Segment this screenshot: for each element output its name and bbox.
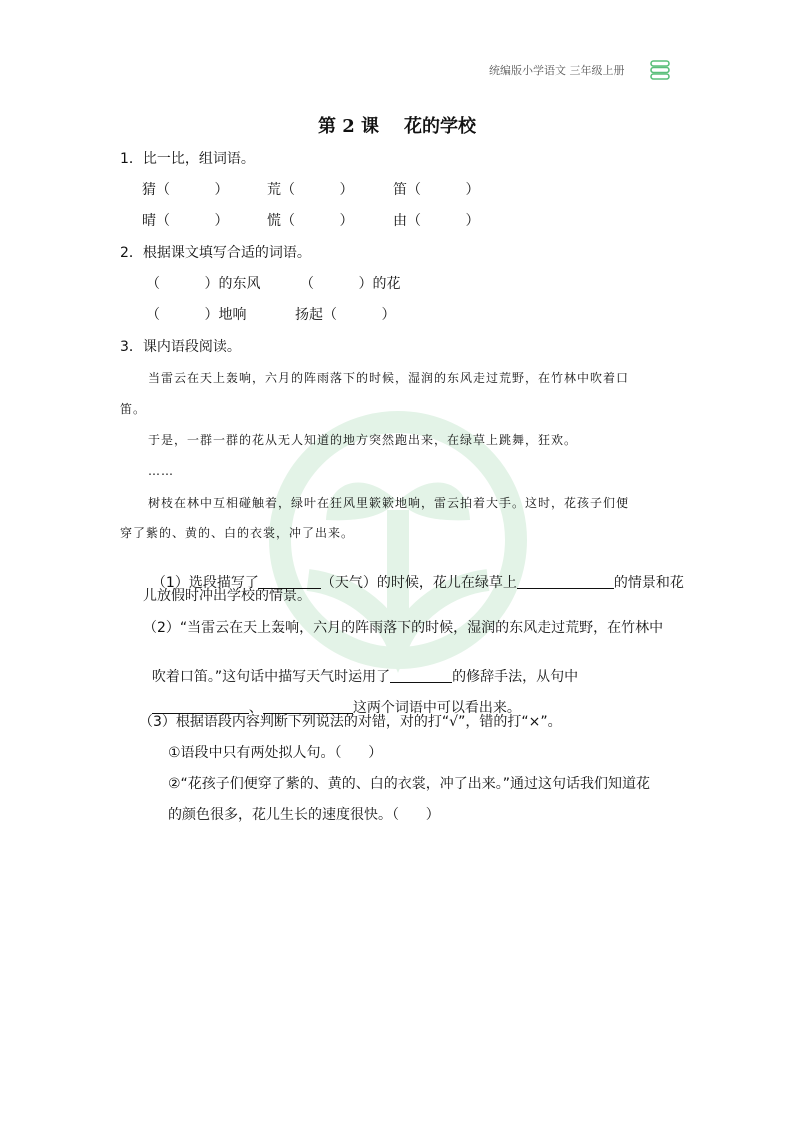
q1-item-you: 由（ ） (393, 213, 480, 229)
q1-item-huang2: 慌（ ） (267, 213, 354, 229)
sq3-text: （3）根据语段内容判断下列说法的对错，对的打“√”，错的打“×”。 (139, 714, 562, 730)
sq1-text: （天气）的时候，花儿在绿草上 (320, 575, 517, 591)
passage-line: 于是，一群一群的花从无人知道的地方突然跑出来，在绿草上跳舞，狂欢。 (148, 433, 578, 447)
q2-item-dixiang: （ ）地响 (146, 307, 247, 323)
q2-item-hua: （ ）的花 (300, 276, 401, 292)
page-title: 第 2 课 花的学校 (317, 116, 477, 137)
q1-heading: 1．比一比，组词语。 (120, 151, 255, 167)
answer-blank[interactable] (517, 574, 614, 589)
sq2-text: 这两个词语中可以看出来。 (352, 700, 521, 716)
sq2-text: 吹着口笛。”这句话中描写天气时运用了 (151, 669, 391, 685)
passage-line: 树枝在林中互相碰触着，绿叶在狂风里簌簌地响，雷云拍着大手。这时，花孩子们便 (148, 496, 630, 510)
sq1-text: （1）选段描写了 (151, 575, 259, 591)
passage-line: 笛。 (120, 402, 147, 416)
sq2-text-line1: （2）“当雷云在天上轰响，六月的阵雨落下的时候，湿润的东风走过荒野，在竹林中 (143, 620, 664, 636)
sq3-item-2-line1: ②“花孩子们便穿了紫的、黄的、白的衣裳，冲了出来。”通过这句话我们知道花 (168, 776, 651, 792)
publisher-logo-icon (650, 60, 670, 80)
answer-blank[interactable] (152, 699, 249, 714)
watermark-logo-icon (268, 410, 528, 680)
header-text: 统编版小学语文 三年级上册 (489, 64, 625, 77)
passage-ellipsis: …… (148, 464, 174, 478)
q2-item-dongfeng: （ ）的东风 (146, 276, 261, 292)
q3-heading: 3．课内语段阅读。 (120, 339, 241, 355)
passage-line: 穿了紫的、黄的、白的衣裳，冲了出来。 (120, 526, 355, 540)
q2-item-yangqi: 扬起（ ） (295, 307, 396, 323)
q1-item-huang: 荒（ ） (267, 182, 354, 198)
sq2-text: 的修辞手法，从句中 (452, 669, 579, 685)
sq2-text: 、 (248, 700, 263, 716)
answer-blank[interactable] (263, 699, 353, 714)
passage-line: 当雷云在天上轰响，六月的阵雨落下的时候，湿润的东风走过荒野，在竹林中吹着口 (148, 371, 630, 385)
q1-item-cai: 猜（ ） (142, 182, 229, 198)
q1-item-qing: 晴（ ） (142, 213, 229, 229)
sq1-text-line2: 儿放假时冲出学校的情景。 (143, 588, 311, 604)
sq3-item-1: ①语段中只有两处拟人句。（ ） (168, 745, 383, 761)
q1-item-di: 笛（ ） (393, 182, 480, 198)
sub-question-2-line3 (143, 681, 521, 717)
q2-heading: 2．根据课文填写合适的词语。 (120, 245, 311, 261)
sq1-text: 的情景和花 (613, 575, 684, 591)
sq3-item-2-line2: 的颜色很多，花儿生长的速度很快。（ ） (168, 807, 440, 823)
